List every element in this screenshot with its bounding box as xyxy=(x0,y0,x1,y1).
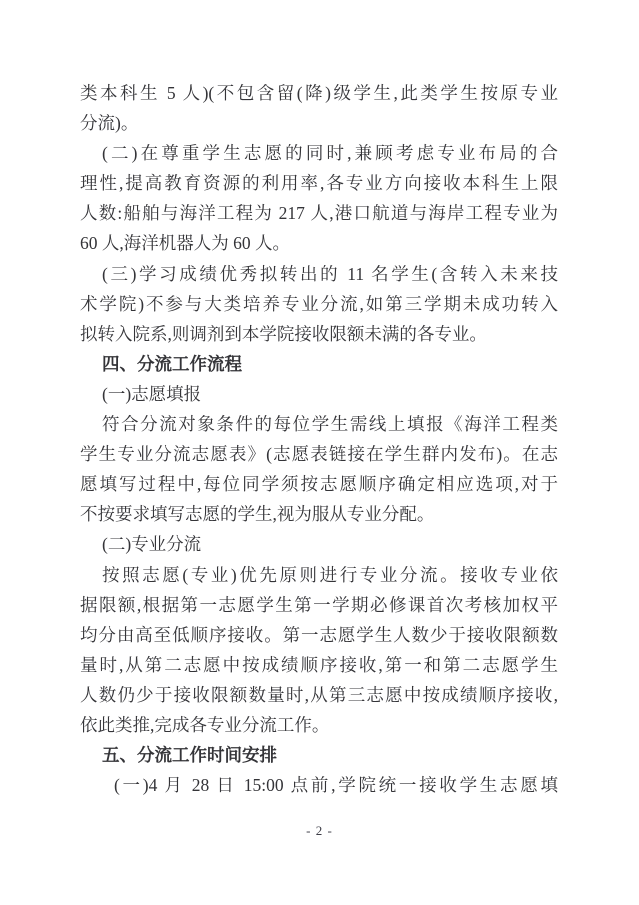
text-line: 依此类推,完成各专业分流工作。 xyxy=(80,714,330,735)
text-line: 拟转入院系,则调剂到本学院接收限额未满的各专业。 xyxy=(80,323,487,344)
text-line: 学生专业分流志愿表》(志愿表链接在学生群内发布)。在志 xyxy=(80,444,558,465)
text-line: (二)在尊重学生志愿的同时,兼顾考虑专业布局的合 xyxy=(102,143,558,164)
text-line: 愿填写过程中,每位同学须按志愿顺序确定相应选项,对于 xyxy=(80,474,558,495)
text-line: 理性,提高教育资源的利用率,各专业方向接收本科生上限 xyxy=(80,173,558,194)
text-line: 据限额,根据第一志愿学生第一学期必修课首次考核加权平 xyxy=(80,594,558,615)
text-line: 分流)。 xyxy=(80,113,139,134)
heading-line: 五、分流工作时间安排 xyxy=(102,745,277,766)
heading-line: 四、分流工作流程 xyxy=(102,353,242,374)
text-line: 不按要求填写志愿的学生,视为服从专业分配。 xyxy=(80,504,435,525)
text-line: 术学院)不参与大类培养专业分流,如第三学期未成功转入 xyxy=(80,293,558,314)
text-line: (一)志愿填报 xyxy=(102,383,202,404)
text-line: (一)4 月 28 日 15:00 点前,学院统一接收学生志愿填 xyxy=(114,775,558,796)
text-line: 类本科生 5 人)(不包含留(降)级学生,此类学生按原专业 xyxy=(80,83,558,103)
document-body xyxy=(80,78,558,800)
text-line: 人数仍少于接收限额数量时,从第三志愿中按成绩顺序接收, xyxy=(80,684,558,705)
text-line: 人数:船舶与海洋工程为 217 人,港口航道与海岸工程专业为 xyxy=(80,203,558,224)
text-line: 量时,从第二志愿中按成绩顺序接收,第一和第二志愿学生 xyxy=(80,654,558,675)
text-line: 符合分流对象条件的每位学生需线上填报《海洋工程类 xyxy=(102,414,558,435)
text-line: (二)专业分流 xyxy=(102,534,202,555)
text-line: (三)学习成绩优秀拟转出的 11 名学生(含转入未来技 xyxy=(102,263,558,284)
text-line: 60 人,海洋机器人为 60 人。 xyxy=(80,233,290,254)
text-line: 均分由高至低顺序接收。第一志愿学生人数少于接收限额数 xyxy=(80,624,558,645)
page-number: - 2 - xyxy=(306,823,333,838)
text-line: 按照志愿(专业)优先原则进行专业分流。接收专业依 xyxy=(102,564,558,585)
